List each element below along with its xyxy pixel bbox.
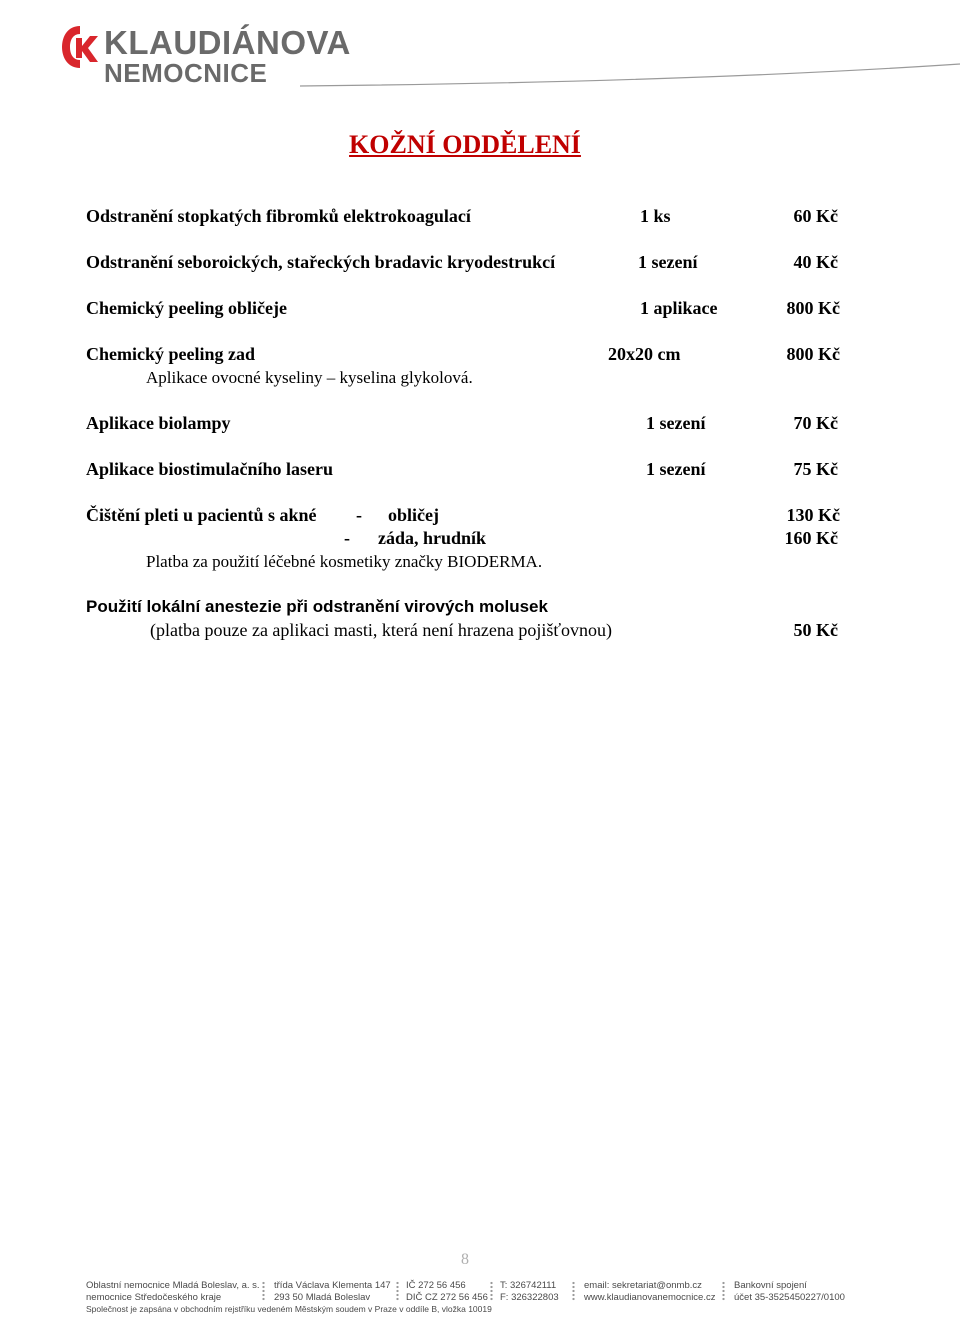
cleaning-sub-2: záda, hrudník (378, 528, 487, 548)
item-name: Odstranění seboroických, stařeckých bradavic kryodestrukcí (86, 252, 556, 272)
footer-registry-note: Společnost je zapsána v obchodním rejstříku vedeném Městským soudem v Praze v oddíle B, vložka 10019 (86, 1304, 492, 1314)
item-price: 40 Kč (793, 252, 838, 272)
cleaning-sub-1: obličej (388, 505, 439, 525)
cleaning-note: Platba za použití léčebné kosmetiky značky BIODERMA. (146, 552, 543, 571)
item-unit: 20x20 cm (608, 344, 681, 364)
cleaning-name: Čištění pleti u pacientů s akné (86, 505, 317, 525)
cleaning-price-1: 130 Kč (786, 505, 840, 525)
item-unit: 1 sezení (638, 252, 698, 272)
page-number: 8 (461, 1251, 469, 1268)
item-name: Chemický peeling zad (86, 344, 255, 364)
item-price: 800 Kč (786, 298, 840, 318)
footer-separator (722, 1281, 725, 1301)
cleaning-dash-2: - (344, 528, 350, 548)
item-unit: 1 sezení (646, 413, 706, 433)
item-name: Odstranění stopkatých fibromků elektrokoagulací (86, 206, 471, 226)
footer-bank: Bankovní spojení účet 35-3525450227/0100 (734, 1280, 845, 1303)
footer-separator (396, 1281, 399, 1301)
anesthesia-note: (platba pouze za aplikaci masti, která není hrazena pojišťovnou) (150, 620, 613, 640)
footer-separator (262, 1281, 265, 1301)
logo-text-line2: NEMOCNICE (104, 58, 268, 88)
footer (86, 1280, 866, 1314)
item-unit: 1 sezení (646, 459, 706, 479)
footer-phone: T: 326742111 F: 326322803 (500, 1280, 559, 1303)
item-name: Aplikace biostimulačního laseru (86, 459, 334, 479)
cleaning-dash-1: - (356, 505, 362, 525)
anesthesia-name: Použití lokální anestezie při odstranění virových molusek (86, 597, 548, 616)
header-swoosh-line (300, 60, 960, 90)
item-name: Aplikace biolampy (86, 413, 231, 433)
footer-contact: email: sekretariat@onmb.cz www.klaudianovanemocnice.cz (584, 1280, 716, 1303)
item-price: 70 Kč (793, 413, 838, 433)
item-name: Chemický peeling obličeje (86, 298, 287, 318)
footer-company: Oblastní nemocnice Mladá Boleslav, a. s. nemocnice Středočeského kraje (86, 1280, 260, 1303)
logo-text-line1: KLAUDIÁNOVA (104, 24, 351, 61)
item-unit: 1 ks (640, 206, 671, 226)
item-price: 60 Kč (793, 206, 838, 226)
footer-separator (490, 1281, 493, 1301)
page-title: KOŽNÍ ODDĚLENÍ (349, 130, 581, 159)
item-note: Aplikace ovocné kyseliny – kyselina glykolová. (146, 368, 473, 387)
item-unit: 1 aplikace (640, 298, 718, 318)
hospital-logo-icon (60, 24, 100, 70)
item-price: 800 Kč (786, 344, 840, 364)
footer-tax-ids: IČ 272 56 456 DIČ CZ 272 56 456 (406, 1280, 488, 1303)
anesthesia-price: 50 Kč (793, 620, 838, 640)
item-price: 75 Kč (793, 459, 838, 479)
footer-separator (572, 1281, 575, 1301)
footer-address: třída Václava Klementa 147 293 50 Mladá Boleslav (274, 1280, 391, 1303)
cleaning-price-2: 160 Kč (784, 528, 838, 548)
